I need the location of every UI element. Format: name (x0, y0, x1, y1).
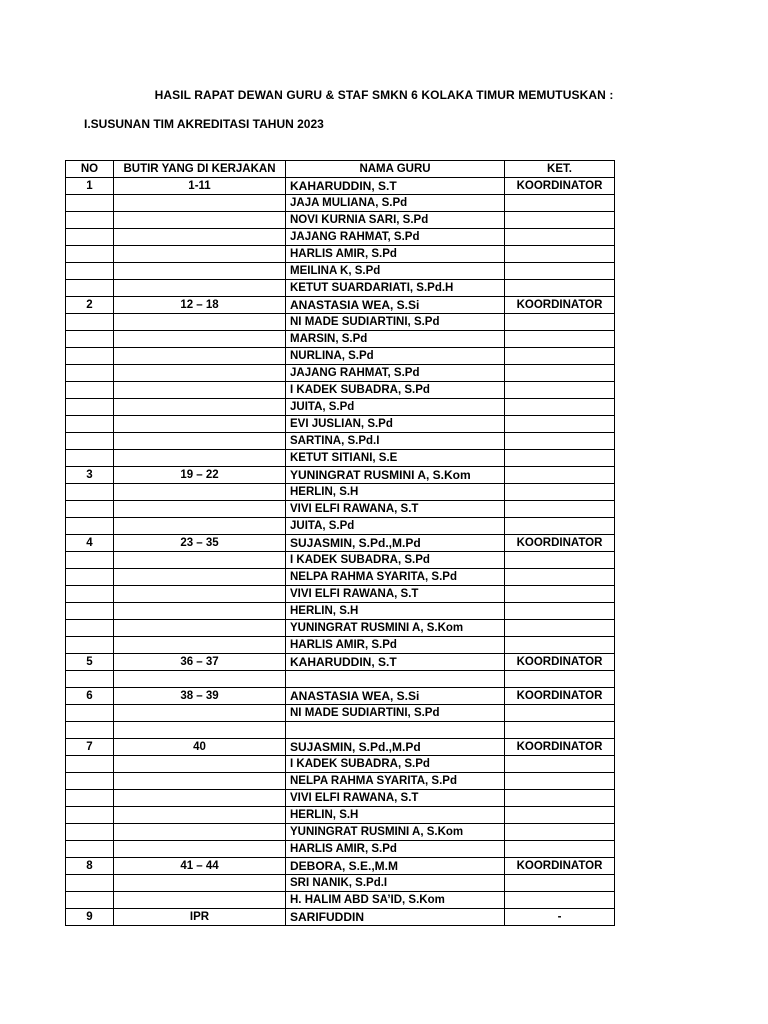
cell-butir: IPR (114, 909, 286, 926)
table-row (66, 195, 615, 212)
cell-nama-guru: SARIFUDDIN (286, 909, 505, 926)
table-row (66, 501, 615, 518)
cell-ket (505, 671, 615, 688)
cell-nama-guru: JUITA, S.Pd (286, 399, 505, 416)
cell-nama-guru: EVI JUSLIAN, S.Pd (286, 416, 505, 433)
cell-no (66, 484, 114, 501)
cell-no: 1 (66, 178, 114, 195)
cell-no (66, 314, 114, 331)
cell-butir (114, 518, 286, 535)
table-row (66, 739, 615, 756)
cell-no (66, 518, 114, 535)
cell-nama-guru: I KADEK SUBADRA, S.Pd (286, 552, 505, 569)
cell-ket (505, 603, 615, 620)
cell-butir (114, 875, 286, 892)
cell-butir (114, 892, 286, 909)
cell-nama-guru: SRI NANIK, S.Pd.I (286, 875, 505, 892)
table-row (66, 263, 615, 280)
cell-no (66, 433, 114, 450)
table-row (66, 552, 615, 569)
cell-butir: 40 (114, 739, 286, 756)
cell-no (66, 552, 114, 569)
cell-no (66, 331, 114, 348)
cell-no (66, 569, 114, 586)
cell-butir (114, 501, 286, 518)
cell-butir (114, 450, 286, 467)
table-row (66, 620, 615, 637)
table-row (66, 790, 615, 807)
cell-nama-guru: DEBORA, S.E.,M.M (286, 858, 505, 875)
cell-nama-guru: MARSIN, S.Pd (286, 331, 505, 348)
cell-ket: KOORDINATOR (505, 535, 615, 552)
cell-nama-guru: I KADEK SUBADRA, S.Pd (286, 382, 505, 399)
table-row (66, 637, 615, 654)
table-row (66, 246, 615, 263)
cell-no (66, 450, 114, 467)
cell-no (66, 365, 114, 382)
cell-no (66, 399, 114, 416)
table-row (66, 331, 615, 348)
cell-nama-guru: NURLINA, S.Pd (286, 348, 505, 365)
table-row (66, 314, 615, 331)
cell-ket: - (505, 909, 615, 926)
cell-ket (505, 365, 615, 382)
cell-nama-guru: JAJANG RAHMAT, S.Pd (286, 365, 505, 382)
cell-no: 9 (66, 909, 114, 926)
table-row (66, 892, 615, 909)
cell-butir: 1-11 (114, 178, 286, 195)
cell-no (66, 637, 114, 654)
cell-ket (505, 399, 615, 416)
cell-ket (505, 586, 615, 603)
cell-nama-guru: HARLIS AMIR, S.Pd (286, 637, 505, 654)
cell-butir (114, 416, 286, 433)
cell-ket (505, 552, 615, 569)
table-row (66, 671, 615, 688)
table-row (66, 858, 615, 875)
cell-nama-guru: JAJA MULIANA, S.Pd (286, 195, 505, 212)
cell-ket (505, 620, 615, 637)
table-row (66, 382, 615, 399)
cell-ket (505, 756, 615, 773)
cell-no (66, 671, 114, 688)
table-row (66, 569, 615, 586)
cell-ket (505, 892, 615, 909)
table-row (66, 348, 615, 365)
cell-nama-guru: ANASTASIA WEA, S.Si (286, 688, 505, 705)
table-row (66, 841, 615, 858)
cell-ket (505, 416, 615, 433)
table-row (66, 773, 615, 790)
cell-butir (114, 229, 286, 246)
cell-butir (114, 705, 286, 722)
cell-butir (114, 331, 286, 348)
cell-nama-guru: KETUT SITIANI, S.E (286, 450, 505, 467)
cell-butir (114, 722, 286, 739)
table-row (66, 875, 615, 892)
cell-nama-guru: VIVI ELFI RAWANA, S.T (286, 586, 505, 603)
cell-ket (505, 467, 615, 484)
cell-butir (114, 841, 286, 858)
cell-nama-guru: YUNINGRAT RUSMINI A, S.Kom (286, 620, 505, 637)
cell-no (66, 807, 114, 824)
cell-butir (114, 790, 286, 807)
cell-nama-guru: JUITA, S.Pd (286, 518, 505, 535)
cell-nama-guru: SARTINA, S.Pd.I (286, 433, 505, 450)
cell-ket (505, 348, 615, 365)
cell-ket (505, 280, 615, 297)
cell-ket (505, 501, 615, 518)
cell-butir (114, 603, 286, 620)
cell-no (66, 263, 114, 280)
cell-nama-guru: I KADEK SUBADRA, S.Pd (286, 756, 505, 773)
cell-no: 2 (66, 297, 114, 314)
cell-butir (114, 382, 286, 399)
table-row (66, 756, 615, 773)
cell-no (66, 824, 114, 841)
table-row (66, 705, 615, 722)
cell-butir (114, 773, 286, 790)
cell-ket (505, 705, 615, 722)
cell-nama-guru: HARLIS AMIR, S.Pd (286, 841, 505, 858)
cell-no (66, 875, 114, 892)
cell-ket (505, 246, 615, 263)
table-row (66, 535, 615, 552)
cell-no (66, 212, 114, 229)
cell-butir (114, 756, 286, 773)
cell-no: 6 (66, 688, 114, 705)
table-row (66, 518, 615, 535)
table-row (66, 909, 615, 926)
cell-nama-guru: NELPA RAHMA SYARITA, S.Pd (286, 569, 505, 586)
table-row (66, 212, 615, 229)
cell-butir (114, 314, 286, 331)
cell-nama-guru: KAHARUDDIN, S.T (286, 178, 505, 195)
cell-butir (114, 586, 286, 603)
cell-no (66, 603, 114, 620)
cell-nama-guru: SUJASMIN, S.Pd.,M.Pd (286, 739, 505, 756)
cell-nama-guru: H. HALIM ABD SA’ID, S.Kom (286, 892, 505, 909)
cell-butir: 36 – 37 (114, 654, 286, 671)
cell-nama-guru: KAHARUDDIN, S.T (286, 654, 505, 671)
cell-no: 5 (66, 654, 114, 671)
table-row (66, 399, 615, 416)
cell-nama-guru (286, 671, 505, 688)
cell-ket (505, 450, 615, 467)
cell-no (66, 705, 114, 722)
cell-ket: KOORDINATOR (505, 654, 615, 671)
cell-no (66, 229, 114, 246)
cell-nama-guru: HARLIS AMIR, S.Pd (286, 246, 505, 263)
cell-ket (505, 790, 615, 807)
cell-butir (114, 807, 286, 824)
cell-nama-guru (286, 722, 505, 739)
cell-ket (505, 382, 615, 399)
cell-butir: 19 – 22 (114, 467, 286, 484)
cell-butir: 23 – 35 (114, 535, 286, 552)
cell-nama-guru: HERLIN, S.H (286, 807, 505, 824)
cell-nama-guru: YUNINGRAT RUSMINI A, S.Kom (286, 467, 505, 484)
cell-nama-guru: JAJANG RAHMAT, S.Pd (286, 229, 505, 246)
cell-no (66, 416, 114, 433)
cell-no (66, 195, 114, 212)
cell-butir (114, 552, 286, 569)
cell-nama-guru: HERLIN, S.H (286, 603, 505, 620)
cell-ket (505, 433, 615, 450)
cell-butir (114, 212, 286, 229)
cell-butir (114, 569, 286, 586)
cell-nama-guru: MEILINA K, S.Pd (286, 263, 505, 280)
table-row (66, 603, 615, 620)
cell-nama-guru: NI MADE SUDIARTINI, S.Pd (286, 314, 505, 331)
cell-butir (114, 246, 286, 263)
cell-ket (505, 875, 615, 892)
cell-no (66, 620, 114, 637)
cell-no (66, 586, 114, 603)
cell-no (66, 790, 114, 807)
cell-ket (505, 263, 615, 280)
table-row (66, 586, 615, 603)
cell-no: 4 (66, 535, 114, 552)
cell-ket (505, 841, 615, 858)
table-row (66, 722, 615, 739)
cell-butir (114, 280, 286, 297)
cell-ket (505, 824, 615, 841)
cell-nama-guru: NI MADE SUDIARTINI, S.Pd (286, 705, 505, 722)
cell-butir (114, 620, 286, 637)
cell-ket (505, 212, 615, 229)
cell-no (66, 841, 114, 858)
header-nama-guru: NAMA GURU (286, 161, 505, 178)
cell-no (66, 280, 114, 297)
cell-nama-guru: YUNINGRAT RUSMINI A, S.Kom (286, 824, 505, 841)
cell-nama-guru: HERLIN, S.H (286, 484, 505, 501)
cell-butir (114, 348, 286, 365)
cell-no (66, 246, 114, 263)
cell-ket (505, 314, 615, 331)
cell-butir: 12 – 18 (114, 297, 286, 314)
cell-butir (114, 433, 286, 450)
cell-ket (505, 637, 615, 654)
cell-no (66, 348, 114, 365)
cell-no: 7 (66, 739, 114, 756)
table-row (66, 416, 615, 433)
cell-ket: KOORDINATOR (505, 739, 615, 756)
section-title: I.SUSUNAN TIM AKREDITASI TAHUN 2023 (84, 117, 324, 131)
cell-ket (505, 195, 615, 212)
table-row (66, 297, 615, 314)
cell-nama-guru: VIVI ELFI RAWANA, S.T (286, 790, 505, 807)
cell-no: 3 (66, 467, 114, 484)
page-title: HASIL RAPAT DEWAN GURU & STAF SMKN 6 KOLAKA TIMUR MEMUTUSKAN : (154, 88, 614, 102)
cell-no (66, 501, 114, 518)
table-body (66, 178, 615, 926)
cell-ket (505, 229, 615, 246)
cell-ket: KOORDINATOR (505, 858, 615, 875)
cell-no (66, 773, 114, 790)
cell-butir: 41 – 44 (114, 858, 286, 875)
cell-butir (114, 399, 286, 416)
table-row (66, 280, 615, 297)
cell-butir (114, 263, 286, 280)
cell-ket: KOORDINATOR (505, 297, 615, 314)
cell-no (66, 756, 114, 773)
cell-butir (114, 195, 286, 212)
cell-no (66, 892, 114, 909)
cell-butir: 38 – 39 (114, 688, 286, 705)
cell-butir (114, 824, 286, 841)
table-row (66, 229, 615, 246)
cell-nama-guru: ANASTASIA WEA, S.Si (286, 297, 505, 314)
cell-nama-guru: KETUT SUARDARIATI, S.Pd.H (286, 280, 505, 297)
cell-nama-guru: NOVI KURNIA SARI, S.Pd (286, 212, 505, 229)
table-header-row (66, 161, 615, 178)
cell-butir (114, 365, 286, 382)
table-row (66, 178, 615, 195)
table-row (66, 807, 615, 824)
table-row (66, 450, 615, 467)
cell-nama-guru: VIVI ELFI RAWANA, S.T (286, 501, 505, 518)
header-ket: KET. (505, 161, 615, 178)
cell-butir (114, 637, 286, 654)
cell-butir (114, 671, 286, 688)
cell-butir (114, 484, 286, 501)
cell-ket (505, 331, 615, 348)
header-no: NO (66, 161, 114, 178)
cell-ket (505, 773, 615, 790)
table-row (66, 484, 615, 501)
cell-ket (505, 722, 615, 739)
cell-no (66, 722, 114, 739)
cell-no: 8 (66, 858, 114, 875)
accreditation-team-table (65, 160, 615, 926)
table-row (66, 365, 615, 382)
table-row (66, 824, 615, 841)
table-row (66, 467, 615, 484)
cell-nama-guru: NELPA RAHMA SYARITA, S.Pd (286, 773, 505, 790)
header-butir: BUTIR YANG DI KERJAKAN (114, 161, 286, 178)
table-row (66, 433, 615, 450)
table-row (66, 654, 615, 671)
cell-ket: KOORDINATOR (505, 688, 615, 705)
cell-ket (505, 518, 615, 535)
cell-no (66, 382, 114, 399)
cell-ket (505, 569, 615, 586)
table-row (66, 688, 615, 705)
cell-ket (505, 807, 615, 824)
cell-nama-guru: SUJASMIN, S.Pd.,M.Pd (286, 535, 505, 552)
cell-ket: KOORDINATOR (505, 178, 615, 195)
cell-ket (505, 484, 615, 501)
